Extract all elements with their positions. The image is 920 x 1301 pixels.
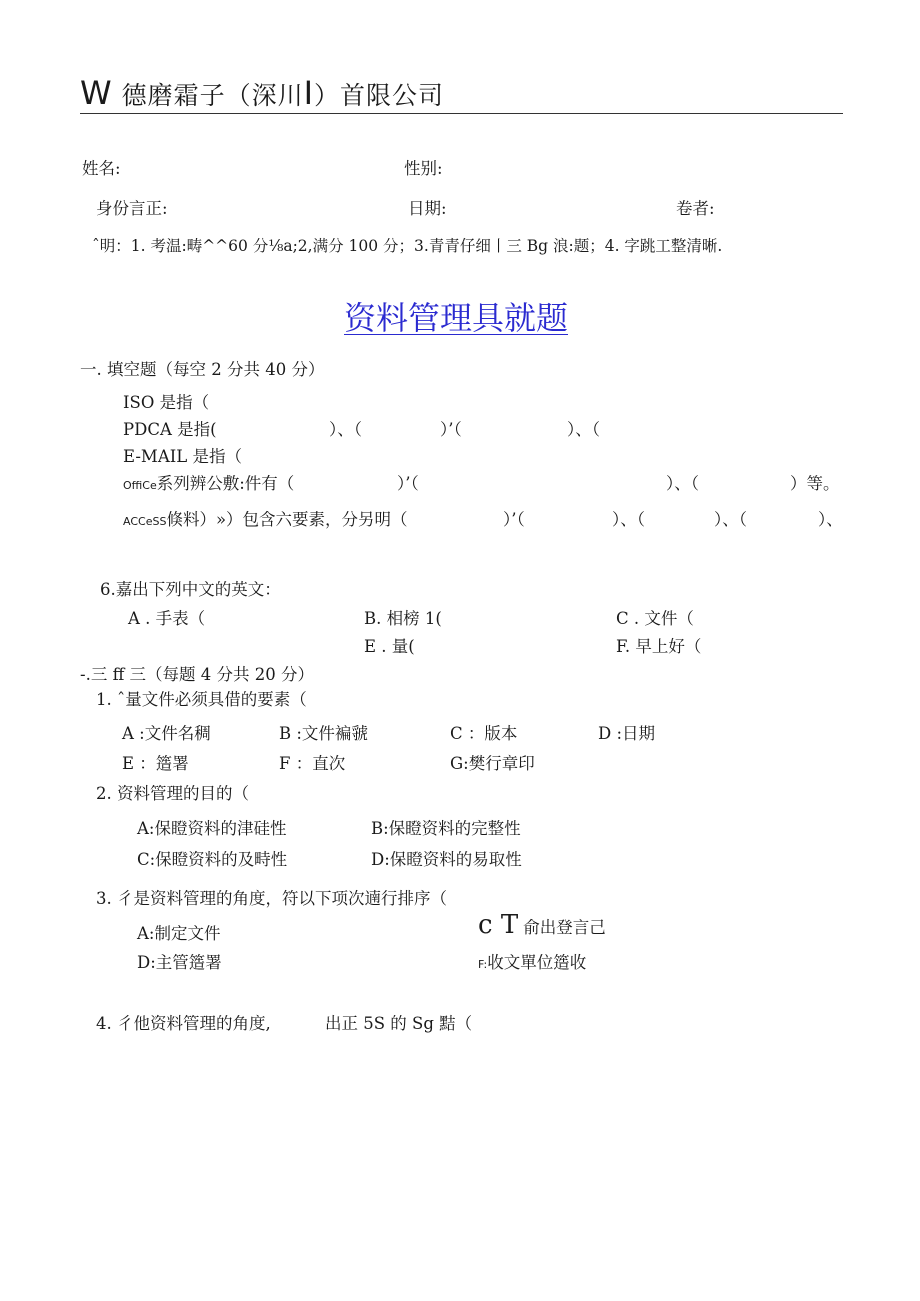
question-mc4: 4. 彳他资料管理的角度, bbox=[96, 1014, 271, 1033]
question-email: E-MAIL 是指（ bbox=[123, 447, 242, 466]
question-pdca-blank3: ）、（ bbox=[567, 420, 600, 439]
mc1-option-f: F ：直次 bbox=[279, 754, 346, 773]
mc1-option-c: C ：版本 bbox=[450, 724, 518, 743]
question-mc2: 2. 资料管理的目的（ bbox=[96, 784, 249, 803]
question-mc4-tail: 出正 5S 的 Sg 黠（ bbox=[325, 1014, 473, 1033]
question-access-blank3: ）、（ bbox=[714, 510, 747, 529]
question-office-blank3: ）等。 bbox=[790, 474, 840, 493]
name-label: 姓名: bbox=[82, 159, 121, 178]
question-access-blank4: ）、 bbox=[818, 510, 843, 529]
mc3-option-c-text: 俞出登言己 bbox=[523, 918, 606, 937]
header-divider bbox=[80, 113, 843, 114]
question-pdca-blank1: ）、（ bbox=[329, 420, 362, 439]
mc2-option-a: A:保瞪资料的津硅性 bbox=[137, 819, 287, 838]
translate-e: E . 量( bbox=[364, 637, 415, 656]
translate-a: A . 手表（ bbox=[128, 609, 206, 628]
id-label: 身份言正: bbox=[96, 199, 168, 218]
mc3-option-a: A:制定文件 bbox=[137, 924, 221, 943]
question-access-blank1: ）’（ bbox=[503, 510, 525, 529]
section1-heading: 一. 填空题（每空 2 分共 40 分） bbox=[80, 360, 325, 379]
office-text: 系列辨公敷:件有（ bbox=[156, 474, 295, 493]
mc2-option-b: B:保瞪资料的完整性 bbox=[371, 819, 521, 838]
mc3-option-f-prefix: F: bbox=[478, 958, 488, 971]
access-text: 倏料）»）包含六要素，分另明（ bbox=[166, 510, 408, 529]
question-office bbox=[123, 470, 294, 494]
question-mc3: 3. 彳是资料管理的角度，符以下项次遖行排序（ bbox=[96, 889, 447, 908]
question-translate: 6.嘉出下列中文的英文： bbox=[100, 580, 281, 599]
mc2-option-c: C:保瞪资料的及畤性 bbox=[137, 850, 288, 869]
question-iso: ISO 是指（ bbox=[123, 393, 210, 412]
section2-heading: -.三 ff 三（每题 4 分共 20 分） bbox=[80, 665, 315, 684]
translate-b: B. 相榜 1( bbox=[364, 609, 442, 628]
mc3-option-c-letters: c T bbox=[478, 910, 519, 940]
grader-label: 卷者: bbox=[676, 199, 715, 218]
mc2-option-d: D:保瞪资料的易取性 bbox=[371, 850, 522, 869]
question-mc1: 1. ˆ量文件必须具借的要素（ bbox=[96, 690, 307, 709]
company-name-tail: ）首限公司 bbox=[314, 81, 445, 110]
office-prefix: OffiCe bbox=[123, 479, 157, 492]
mc1-option-b: B :文件褊虢 bbox=[279, 724, 368, 743]
company-logo-letter: W bbox=[80, 74, 113, 112]
translate-c: C . 文件（ bbox=[616, 609, 694, 628]
question-office-blank2: ）、（ bbox=[666, 474, 699, 493]
access-prefix: ACCeSS bbox=[123, 515, 167, 528]
question-pdca-blank2: ）’（ bbox=[440, 420, 462, 439]
company-name: 德磨霜子（深川 bbox=[121, 81, 304, 110]
mc1-option-a: A :文件名稠 bbox=[122, 724, 211, 743]
mc1-option-e: E ：簉署 bbox=[122, 754, 189, 773]
mc3-option-c bbox=[478, 910, 606, 940]
gender-label: 性别: bbox=[404, 159, 443, 178]
question-pdca: PDCA 是指( bbox=[123, 420, 217, 439]
mc3-option-d: D:主管簉署 bbox=[137, 953, 222, 972]
mc3-option-f bbox=[478, 949, 586, 973]
exam-title: 资料管理具就题 bbox=[344, 299, 569, 337]
mc1-option-g: G:樊行章印 bbox=[450, 754, 535, 773]
question-office-blank1: ）’（ bbox=[397, 474, 419, 493]
exam-notice: ˆ明：1. 考温:畴^^60 分⅛a;2,满分 100 分；3.青青仔细丨三 Bg 浪:题；4. 字跳工整清晰. bbox=[92, 237, 723, 255]
company-name-mid: I bbox=[303, 74, 315, 112]
mc3-option-f-text: 收文單位簉收 bbox=[487, 953, 587, 972]
question-access bbox=[123, 506, 408, 530]
company-header bbox=[80, 74, 444, 112]
translate-f: F. 早上好（ bbox=[616, 637, 702, 656]
question-access-blank2: ）、（ bbox=[612, 510, 645, 529]
mc1-option-d: D :日期 bbox=[598, 724, 656, 743]
date-label: 日期: bbox=[408, 199, 447, 218]
